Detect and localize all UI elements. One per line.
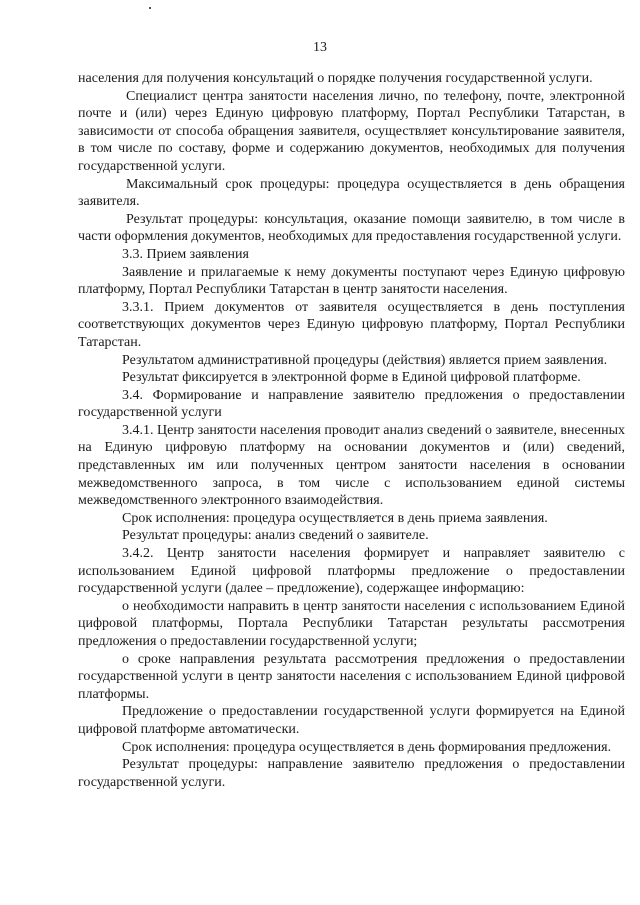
paragraph-3-4-2: 3.4.2. Центр занятости населения формирует и направляет заявителю с использованием Единой цифровой платформы предложение о предоставлении государственной услуги (далее – предложение), содержащее информацию: [78, 546, 625, 597]
paragraph-offer-term: Срок исполнения: процедура осуществляется в день формирования предложения. [122, 739, 612, 755]
section-heading-3-3: 3.3. Прием заявления [122, 246, 249, 262]
paragraph-offer-result: Результат процедуры: направление заявителю предложения о предоставлении государственной услуги. [78, 757, 625, 790]
paragraph-max-duration: Максимальный срок процедуры: процедура осуществляется в день обращения заявителя. [78, 176, 625, 210]
paragraph-admin-result: Результатом административной процедуры (действия) является прием заявления. [122, 352, 608, 368]
page-number: 13 [313, 40, 327, 55]
paragraph-offer-automatic: Предложение о предоставлении государственной услуги формируется на Единой цифровой платформе автоматически. [78, 704, 625, 737]
paragraph-info-item-necessity: о необходимости направить в центр занятости населения с использованием Единой цифровой платформы, Портала Республики Татарстан результаты рассмотрения предложения о предоставлении государственной услуги; [78, 598, 625, 649]
paragraph-continuation: населения для получения консультаций о порядке получения государственной услуги. [78, 71, 593, 86]
document-body [78, 70, 625, 791]
paragraph-analysis-result: Результат процедуры: анализ сведений о заявителе. [122, 528, 429, 544]
paragraph-application-received: Заявление и прилагаемые к нему документы поступают через Единую цифровую платформу, Портал Республики Татарстан в центр занятости населения. [78, 264, 625, 298]
paragraph-3-3-1: 3.3.1. Прием документов от заявителя осуществляется в день поступления соответствующих документов через Единую цифровую платформу, Портал Республики Татарстан. [78, 299, 625, 350]
paragraph-3-4-1: 3.4.1. Центр занятости населения проводит анализ сведений о заявителе, внесенных на Единую цифровую платформу на основании документов и (или) сведений, представленных им или полученных центром занятости населения в основании межведомственного запроса, в том числе с использованием единой системы межведомственного электронного взаимодействия. [78, 422, 625, 509]
paragraph-consultation-result: Результат процедуры: консультация, оказание помощи заявителю, в том числе в части оформления документов, необходимых для предоставления государственной услуги. [78, 211, 625, 245]
section-heading-3-4: 3.4. Формирование и направление заявителю предложения о предоставлении государственной услуги [78, 387, 625, 421]
paragraph-result-recorded: Результат фиксируется в электронной форме в Единой цифровой платформе. [122, 370, 581, 386]
paragraph-info-item-deadline: о сроке направления результата рассмотрения предложения о предоставлении государственной услуги в центр занятости населения с использованием Единой цифровой платформы. [78, 651, 625, 702]
scan-speck [149, 7, 151, 9]
paragraph-execution-term: Срок исполнения: процедура осуществляется в день приема заявления. [122, 510, 548, 526]
paragraph-consultation-specialist: Специалист центра занятости населения лично, по телефону, почте, электронной почте и (или) через Единую цифровую платформу, Портал Республики Татарстан, в зависимости от способа обращения заявителя, осуществляет консультирование заявителя, в том числе по составу, форме и содержанию документов, необходимых для получения государственной услуги. [78, 88, 625, 174]
